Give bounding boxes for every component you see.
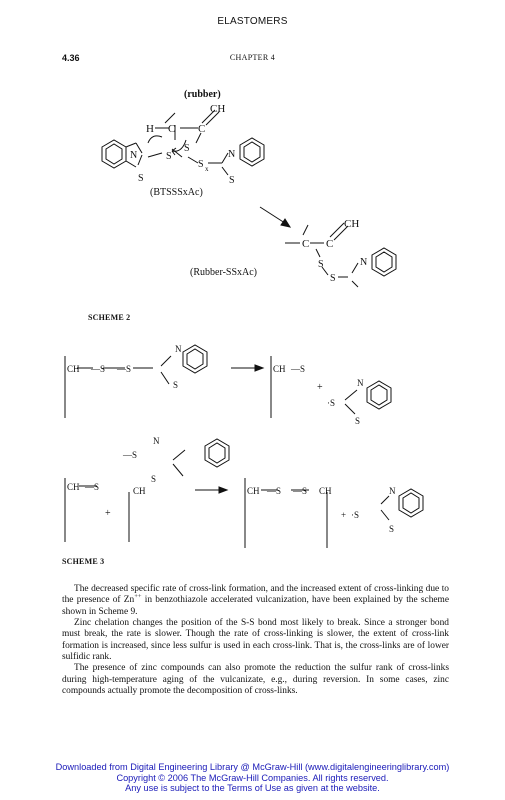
s2-ch: CH [67,364,80,374]
n-label-2: N [228,149,236,160]
s2-sy: —S [117,364,132,374]
product-label: (Rubber-SSxAc) [190,267,258,278]
scheme3-label: SCHEME 3 [62,557,105,566]
product-n-label: N [360,257,368,268]
s3-product-ch: CH [247,486,260,496]
s3-right-ch: CH [133,486,146,496]
n-label: N [130,150,138,161]
s2-s: S [173,380,179,390]
s3-s: S [151,474,157,484]
s2-n: N [175,344,182,354]
x-subscript: x [205,165,209,173]
s-label-2: S [166,151,172,162]
s2-product-chain: —S [291,364,306,374]
footer-download-link[interactable]: Downloaded from Digital Engineering Library @ McGraw-Hill (www.digitalengineeringlibrary.com) [55,762,450,772]
paragraph-1-text-a: The decreased specific rate of cross-link formation, and the increased extent of cross-linking due to the presence of Zn [62,584,449,606]
scheme1-figure [90,85,420,290]
c-label: C [168,123,176,135]
scheme2-label: SCHEME 2 [88,313,131,322]
s3-plus-2: + [341,510,347,520]
s3-n: N [153,436,160,446]
paragraph-2: Zinc chelation changes the position of the S-S bond most likely to break. Since a stronger bond must break, the rate is slower. Though the rate of cross-linking is slower, the extent of cross-link formation is increased, since less sulfur is used in each cross-link. That is, the cross-links are of lower sulfidic rank. [62,618,449,663]
s2-n-2: N [357,378,364,388]
scheme2-figure [55,338,445,430]
ch-label: CH [210,103,226,115]
s2-chain: —S [91,364,106,374]
c-label-2: C [198,123,206,135]
footer [0,762,505,794]
paragraph-1-text-b: in benzothiazole accelerated vulcanization, have been explained by the scheme shown in Scheme 9. [62,595,450,617]
product-s-label: S [318,259,324,270]
h-label: H [146,123,154,135]
s2-s-2: S [355,416,361,426]
s-label: S [138,173,144,184]
s3-chain: —S [85,482,100,492]
scheme3-figure [55,430,445,552]
page-number: 4.36 [62,53,80,63]
product-ch-label: CH [344,218,360,230]
footer-copyright: Copyright © 2006 The McGraw-Hill Companies. All rights reserved. [116,772,389,783]
reagent-label: (BTSSSxAc) [150,187,203,198]
s3-n-2: N [389,486,396,496]
s3-ch: CH [67,482,80,492]
footer-terms-link[interactable]: Any use is subject to the Terms of Use as given at the website. [125,783,380,794]
product-c-label: C [302,238,310,250]
s3-plus: + [105,508,111,519]
s3-s-2: S [389,524,395,534]
body-text [62,584,449,697]
product-c-label-2: C [326,238,334,250]
s-label-3: S [184,143,190,154]
s2-product-ch: CH [273,364,286,374]
product-sx-label: S [330,273,336,284]
chapter-heading: CHAPTER 4 [229,53,276,62]
paragraph-1 [62,584,449,618]
rubber-label: (rubber) [184,89,221,100]
s2-radical-s: ·S [327,398,336,408]
s-label-4: S [229,175,235,186]
s3-product-chain: —S [267,486,282,496]
running-header: ELASTOMERS [217,16,288,27]
s3-product-sy: —S [293,486,308,496]
s3-radical-s: ·S [351,510,360,520]
s2-plus: + [317,382,323,393]
s3-sy-top: —S [123,450,138,460]
paragraph-3: The presence of zinc compounds can also promote the reduction the sulfur rank of cross-links during high-temperature aging of the vulcanizate, e.g., during reversion. In some cases, zinc compounds actually promote the decomposition of cross-links. [62,663,449,697]
zinc-charge-superscript: ++ [134,593,142,601]
sx-label: S [198,159,204,170]
s3-product-ch-2: CH [319,486,332,496]
